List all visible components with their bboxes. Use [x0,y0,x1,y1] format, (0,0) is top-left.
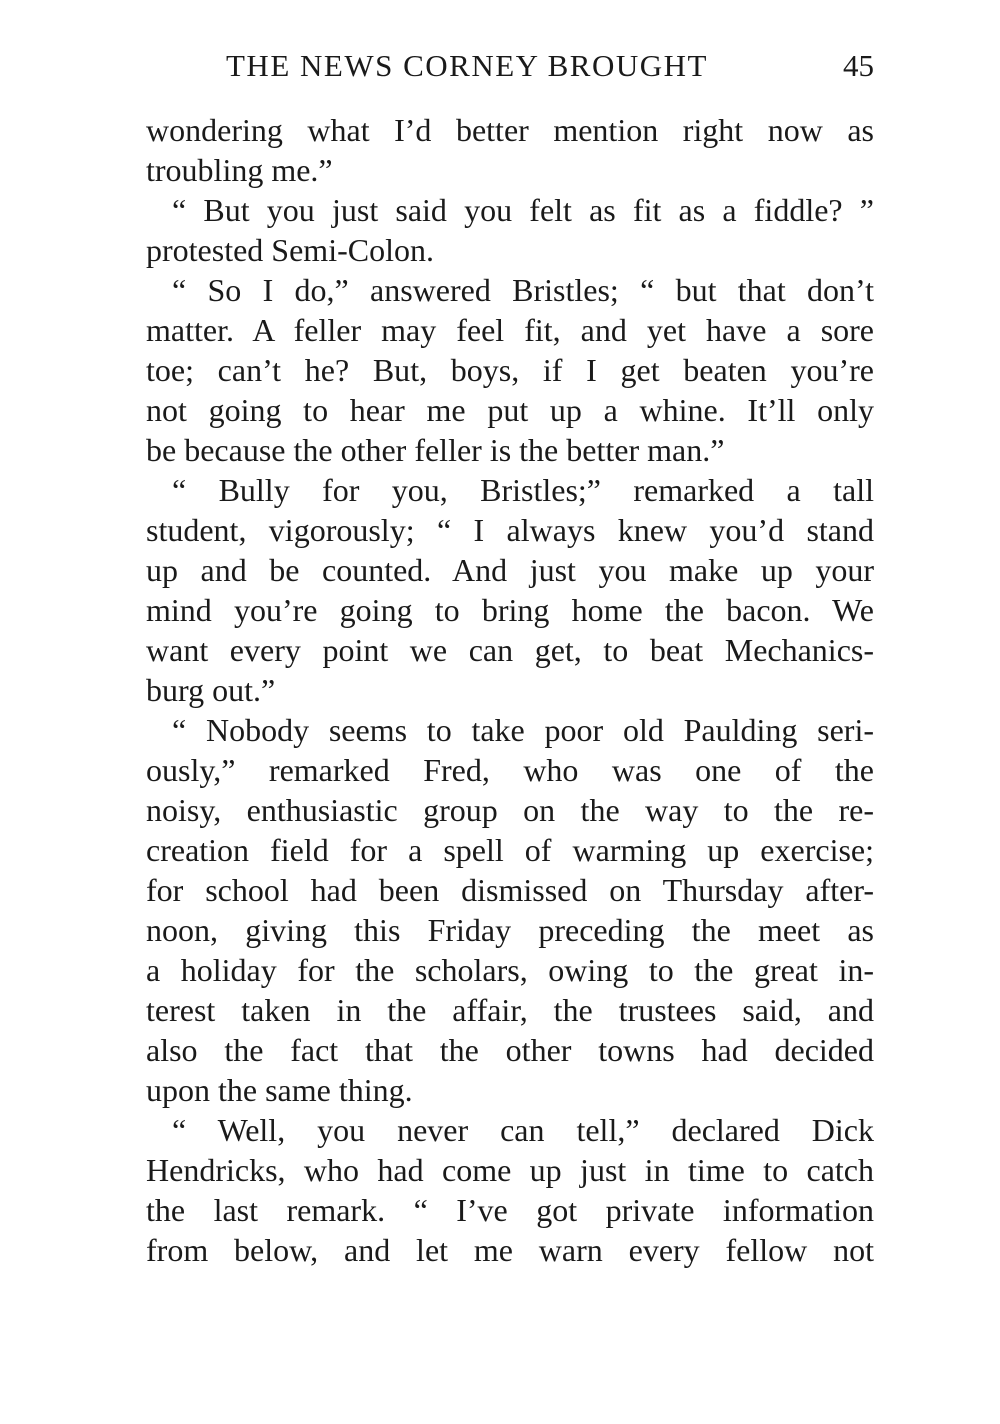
text-line: the last remark. “ I’ve got private information [146,1192,874,1228]
text-line: “ Well, you never can tell,” declared Dick [172,1112,874,1148]
text-line: wondering what I’d better mention right now as [146,112,874,148]
text-line: mind you’re going to bring home the bacon. We [146,592,874,628]
text-line: noisy, enthusiastic group on the way to the re- [146,792,874,828]
text-line: toe; can’t he? But, boys, if I get beaten you’re [146,352,874,388]
body-text [146,110,874,1270]
text-line: up and be counted. And just you make up your [146,552,874,588]
text-line: “ Bully for you, Bristles;” remarked a tall [172,472,874,508]
text-line: “ But you just said you felt as fit as a fiddle? ” [172,192,874,228]
text-line: student, vigorously; “ I always knew you’d stand [146,512,874,548]
text-line: ously,” remarked Fred, who was one of the [146,752,874,788]
text-line: Hendricks, who had come up just in time to catch [146,1152,874,1188]
text-line: “ Nobody seems to take poor old Paulding seri- [172,712,874,748]
text-line: upon the same thing. [146,1072,413,1108]
text-line: creation field for a spell of warming up exercise; [146,832,874,868]
page-number: 45 [843,48,874,83]
text-line: protested Semi-Colon. [146,232,434,268]
text-line: be because the other feller is the better man.” [146,432,725,468]
text-line: troubling me.” [146,152,333,188]
text-line: “ So I do,” answered Bristles; “ but that don’t [172,272,874,308]
text-line: for school had been dismissed on Thursday after- [146,872,874,908]
page-header [146,44,874,88]
text-line: not going to hear me put up a whine. It’ll only [146,392,874,428]
text-line: from below, and let me warn every fellow not [146,1232,874,1268]
text-line: noon, giving this Friday preceding the meet as [146,912,874,948]
text-line: burg out.” [146,672,276,708]
text-line: want every point we can get, to beat Mechanics- [146,632,874,668]
text-line: also the fact that the other towns had decided [146,1032,874,1068]
text-line: a holiday for the scholars, owing to the great in- [146,952,874,988]
text-line: terest taken in the affair, the trustees said, and [146,992,874,1028]
running-title: THE NEWS CORNEY BROUGHT [226,48,708,83]
text-line: matter. A feller may feel fit, and yet have a sore [146,312,874,348]
